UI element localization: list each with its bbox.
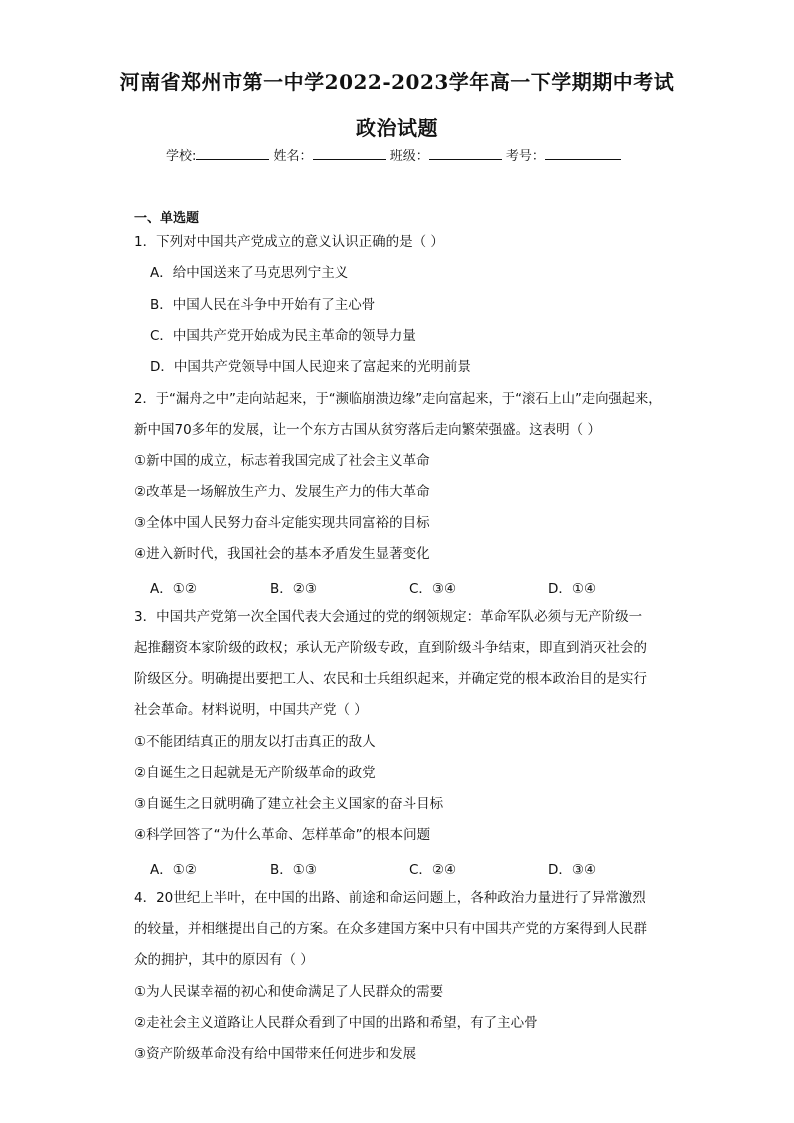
- question-4-statement-2: ②走社会主义道路让人民群众看到了中国的出路和希望，有了主心骨: [134, 1015, 538, 1031]
- class-blank[interactable]: [429, 147, 502, 160]
- class-label: 班级：: [389, 149, 429, 164]
- exam-number-blank[interactable]: [545, 147, 621, 160]
- question-3-choice-d: D．③④: [548, 862, 597, 878]
- question-2-choice-a: A．①②: [150, 581, 197, 597]
- question-2-statement-3: ③全体中国人民努力奋斗定能实现共同富裕的目标: [134, 515, 430, 531]
- exam-title: 河南省郑州市第一中学2022-2023学年高一下学期期中考试: [119, 70, 675, 94]
- question-3-stem-line-3: 阶级区分。明确提出要把工人、农民和士兵组织起来，并确定党的根本政治目的是实行: [134, 671, 647, 687]
- question-2-statement-1: ①新中国的成立，标志着我国完成了社会主义革命: [134, 453, 430, 469]
- question-2-statement-2: ②改革是一场解放生产力、发展生产力的伟大革命: [134, 484, 430, 500]
- question-3-choice-c: C．②④: [409, 862, 457, 878]
- question-3-stem-line-1: 3．中国共产党第一次全国代表大会通过的党的纲领规定：革命军队必须与无产阶级一: [134, 609, 643, 625]
- name-label: 姓名：: [273, 149, 313, 164]
- school-blank[interactable]: [196, 147, 269, 160]
- question-1-stem: 1．下列对中国共产党成立的意义认识正确的是（ ）: [134, 234, 444, 250]
- question-4-stem-line-1: 4．20世纪上半叶，在中国的出路、前途和命运问题上，各种政治力量进行了异常激烈: [134, 890, 646, 906]
- question-1-option-d: D．中国共产党领导中国人民迎来了富起来的光明前景: [150, 359, 471, 375]
- question-3-stem-line-2: 起推翻资本家阶级的政权；承认无产阶级专政，直到阶级斗争结束，即直到消灭社会的: [134, 640, 647, 656]
- question-4-statement-1: ①为人民谋幸福的初心和使命满足了人民群众的需要: [134, 984, 444, 1000]
- question-4-statement-3: ③资产阶级革命没有给中国带来任何进步和发展: [134, 1046, 417, 1062]
- question-1-option-b: B．中国人民在斗争中开始有了主心骨: [150, 297, 376, 313]
- question-3-stem-line-4: 社会革命。材料说明，中国共产党（ ）: [134, 702, 368, 718]
- question-2-choice-d: D．①④: [548, 581, 597, 597]
- question-4-stem-line-3: 众的拥护，其中的原因有（ ）: [134, 952, 314, 968]
- question-4-stem-line-2: 的较量，并相继提出自己的方案。在众多建国方案中只有中国共产党的方案得到人民群: [134, 921, 647, 937]
- student-info-row: [166, 145, 621, 164]
- question-1-option-a: A．给中国送来了马克思列宁主义: [150, 265, 349, 281]
- question-2-stem-line-2: 新中国70多年的发展，让一个东方古国从贫穷落后走向繁荣强盛。这表明（ ）: [134, 422, 601, 438]
- exam-subject-title: 政治试题: [356, 116, 438, 140]
- question-3-choice-b: B．①③: [270, 862, 317, 878]
- question-3-statement-3: ③自诞生之日就明确了建立社会主义国家的奋斗目标: [134, 796, 444, 812]
- question-1-option-c: C．中国共产党开始成为民主革命的领导力量: [150, 328, 416, 344]
- school-label: 学校:: [166, 149, 197, 164]
- question-2-choice-b: B．②③: [270, 581, 317, 597]
- question-3-statement-2: ②自诞生之日起就是无产阶级革命的政党: [134, 765, 376, 781]
- question-2-stem-line-1: 2．于“漏舟之中”走向站起来，于“濒临崩溃边缘”走向富起来，于“滚石上山”走向强起来，: [134, 391, 662, 407]
- section-heading: 一、单选题: [134, 211, 200, 226]
- name-blank[interactable]: [313, 147, 386, 160]
- question-2-choice-c: C．③④: [409, 581, 457, 597]
- question-3-statement-1: ①不能团结真正的朋友以打击真正的敌人: [134, 734, 376, 750]
- question-2-statement-4: ④进入新时代，我国社会的基本矛盾发生显著变化: [134, 546, 430, 562]
- question-3-choice-a: A．①②: [150, 862, 197, 878]
- exam-number-label: 考号：: [505, 149, 545, 164]
- question-3-statement-4: ④科学回答了“为什么革命、怎样革命”的根本问题: [134, 827, 431, 843]
